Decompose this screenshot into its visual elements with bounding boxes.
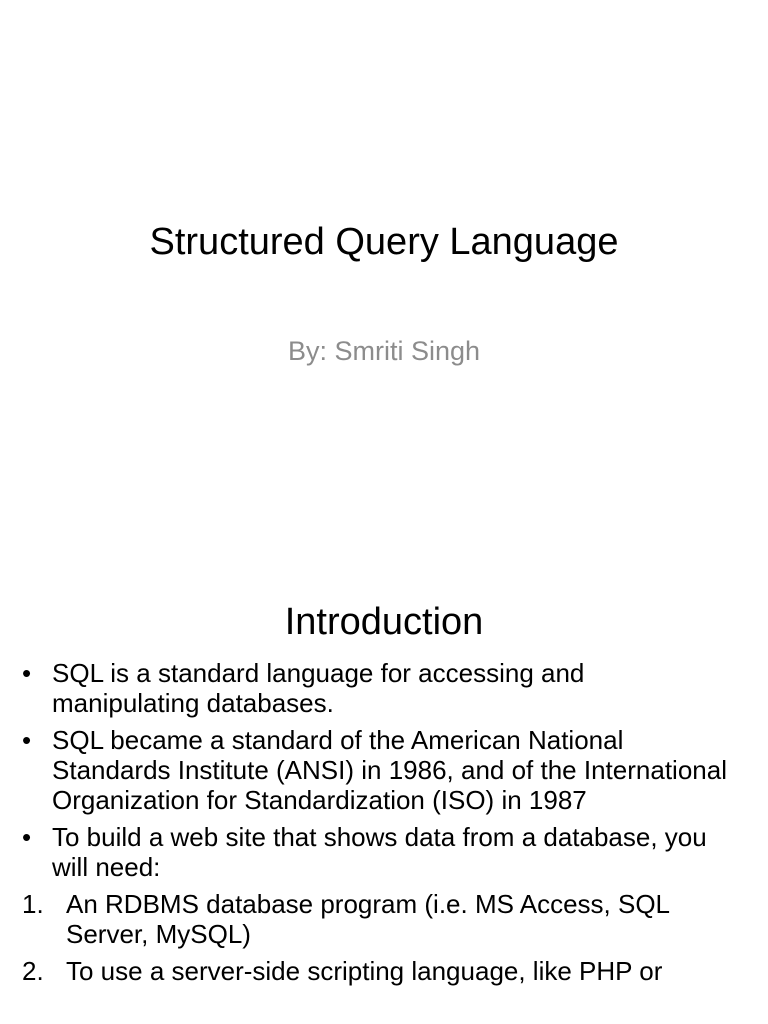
list-item — [0, 956, 768, 986]
number-marker: 1. — [22, 889, 44, 919]
introduction-slide — [0, 576, 768, 1024]
list-item — [0, 889, 768, 949]
list-item — [0, 658, 768, 718]
list-item-text: To build a web site that shows data from a database, you will need: — [52, 822, 707, 882]
list-item-text: An RDBMS database program (i.e. MS Access, SQL Server, MySQL) — [66, 889, 670, 949]
list-item — [0, 822, 768, 882]
slide-title: Introduction — [284, 601, 484, 643]
bullet-marker: • — [22, 822, 32, 852]
content-list — [0, 658, 768, 993]
bullet-marker: • — [22, 658, 32, 688]
list-item-text: To use a server-side scripting language, like PHP or — [66, 956, 663, 986]
list-item-text: SQL became a standard of the American National Standards Institute (ANSI) in 1986, and of the International Organization for Standardization (ISO) in 1987 — [52, 725, 727, 815]
list-item-text: SQL is a standard language for accessing and manipulating databases. — [52, 658, 585, 718]
bullet-marker: • — [22, 725, 32, 755]
slide-title: Structured Query Language — [149, 221, 619, 263]
number-marker: 2. — [22, 956, 44, 986]
list-item — [0, 725, 768, 815]
slide-subtitle: By: Smriti Singh — [287, 336, 481, 366]
